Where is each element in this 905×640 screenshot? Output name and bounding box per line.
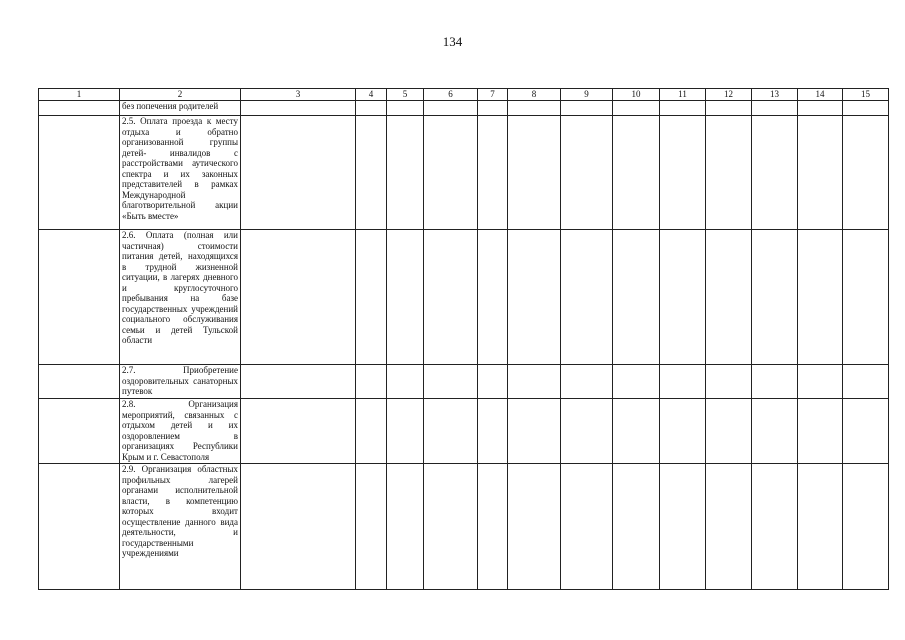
column-header: 8 [508, 89, 561, 101]
table-cell [356, 230, 387, 365]
table-cell [752, 399, 798, 464]
table-cell [843, 101, 889, 116]
table-cell [424, 399, 478, 464]
table-cell [706, 365, 752, 399]
table-cell [241, 101, 356, 116]
table-cell [508, 399, 561, 464]
column-header: 15 [843, 89, 889, 101]
table-cell [478, 464, 508, 590]
table-cell [706, 101, 752, 116]
table-cell [356, 365, 387, 399]
table-row [39, 230, 889, 365]
table-cell [424, 230, 478, 365]
column-header: 3 [241, 89, 356, 101]
table-cell [508, 116, 561, 230]
table-row [39, 116, 889, 230]
table-cell [356, 464, 387, 590]
table-cell [798, 365, 843, 399]
column-header: 13 [752, 89, 798, 101]
column-header: 10 [613, 89, 660, 101]
table-cell [561, 230, 613, 365]
table-cell [752, 464, 798, 590]
table-cell [356, 101, 387, 116]
table-cell [613, 101, 660, 116]
table-cell [798, 116, 843, 230]
table-cell [508, 365, 561, 399]
table-cell [706, 230, 752, 365]
table-cell [241, 365, 356, 399]
table-cell [843, 230, 889, 365]
column-header: 9 [561, 89, 613, 101]
table-cell [241, 399, 356, 464]
row-description: 2.9. Организация областных профильных лагерей органами исполнительной власти, в компетенцию которых входит осуществление данного вида деятельности, и государственными учреждениями [120, 464, 241, 590]
table-cell [39, 365, 120, 399]
table-cell [613, 464, 660, 590]
table-cell [798, 101, 843, 116]
table-cell [356, 399, 387, 464]
table-cell [706, 399, 752, 464]
table-cell [39, 116, 120, 230]
table-cell [387, 365, 424, 399]
column-header: 11 [660, 89, 706, 101]
table-cell [660, 101, 706, 116]
table-row [39, 365, 889, 399]
table-cell [613, 116, 660, 230]
table-row [39, 101, 889, 116]
column-header: 4 [356, 89, 387, 101]
table-cell [478, 230, 508, 365]
table-cell [508, 230, 561, 365]
table-cell [798, 464, 843, 590]
table-cell [843, 399, 889, 464]
column-header: 1 [39, 89, 120, 101]
table-cell [798, 399, 843, 464]
table-cell [843, 464, 889, 590]
table-cell [387, 399, 424, 464]
table-cell [660, 116, 706, 230]
table-cell [752, 116, 798, 230]
table-cell [241, 116, 356, 230]
table-cell [39, 399, 120, 464]
table-cell [387, 464, 424, 590]
table-cell [660, 464, 706, 590]
table-cell [561, 116, 613, 230]
row-description: 2.8. Организация мероприятий, связанных с отдыхом детей и их оздоровлением в организациях Республики Крым и г. Севастополя [120, 399, 241, 464]
table-cell [613, 399, 660, 464]
table-cell [843, 365, 889, 399]
table-cell [561, 101, 613, 116]
table-cell [39, 101, 120, 116]
column-header: 2 [120, 89, 241, 101]
table-cell [424, 365, 478, 399]
table-cell [660, 365, 706, 399]
table-cell [561, 399, 613, 464]
table-cell [478, 399, 508, 464]
table-cell [424, 464, 478, 590]
table-cell [424, 116, 478, 230]
table-cell [752, 365, 798, 399]
table-cell [387, 230, 424, 365]
table-cell [798, 230, 843, 365]
table-row [39, 464, 889, 590]
table-cell [241, 230, 356, 365]
budget-table [38, 88, 889, 590]
table-cell [660, 230, 706, 365]
header-row [39, 89, 889, 101]
table-cell [752, 230, 798, 365]
column-header: 12 [706, 89, 752, 101]
table-cell [387, 101, 424, 116]
table-cell [843, 116, 889, 230]
column-header: 6 [424, 89, 478, 101]
table-row [39, 399, 889, 464]
table-cell [706, 464, 752, 590]
table-cell [561, 365, 613, 399]
column-header: 7 [478, 89, 508, 101]
table-cell [613, 230, 660, 365]
column-header: 14 [798, 89, 843, 101]
table-cell [561, 464, 613, 590]
table-cell [424, 101, 478, 116]
table-cell [478, 101, 508, 116]
row-description: без попечения родителей [120, 101, 241, 116]
row-description: 2.5. Оплата проезда к месту отдыха и обратно организованной группы детей- инвалидов с расстройствами аутического спектра и их законных представителей в рамках Международной благотворительной акции «Быть вместе» [120, 116, 241, 230]
table-cell [39, 230, 120, 365]
table-cell [356, 116, 387, 230]
table-cell [387, 116, 424, 230]
table-cell [39, 464, 120, 590]
table-cell [508, 464, 561, 590]
table-cell [752, 101, 798, 116]
table-cell [508, 101, 561, 116]
table-cell [660, 399, 706, 464]
table-cell [706, 116, 752, 230]
table-cell [613, 365, 660, 399]
page-number: 134 [442, 34, 463, 49]
table-cell [478, 365, 508, 399]
table-cell [241, 464, 356, 590]
column-header: 5 [387, 89, 424, 101]
table-cell [478, 116, 508, 230]
row-description: 2.6. Оплата (полная или частичная) стоимости питания детей, находящихся в трудной жизненной ситуации, в лагерях дневного и круглосуточного пребывания на базе государственных учреждений социального обслуживания семьи и детей Тульской области [120, 230, 241, 365]
row-description: 2.7. Приобретение оздоровительных санаторных путевок [120, 365, 241, 399]
